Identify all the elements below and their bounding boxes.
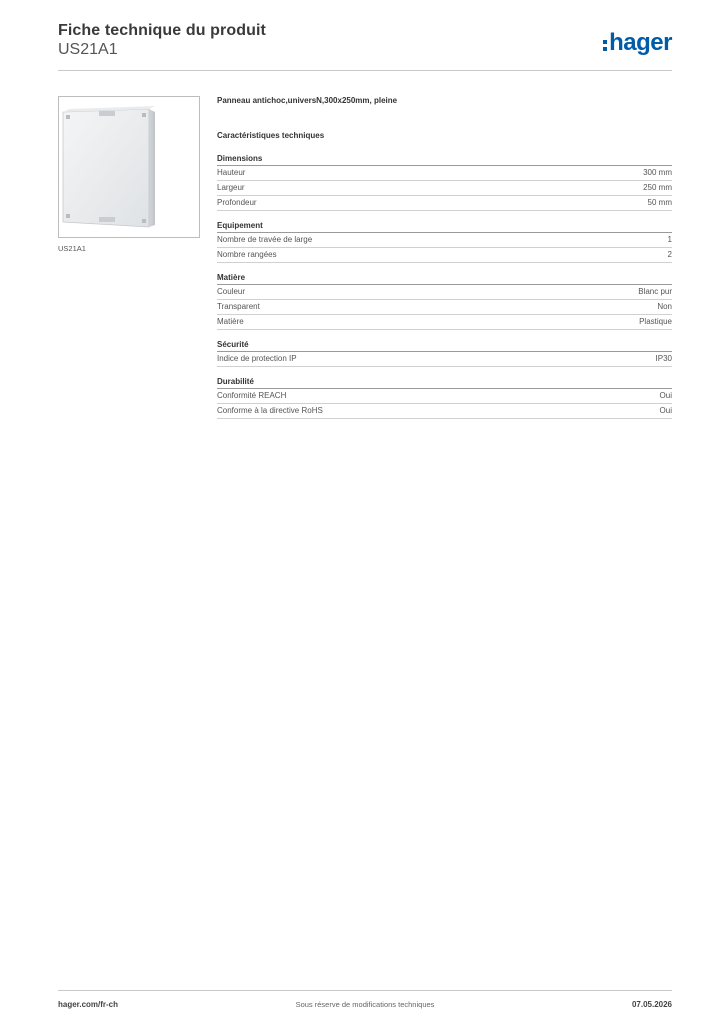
- page-title: Fiche technique du produit: [58, 22, 266, 39]
- product-code: US21A1: [58, 41, 118, 58]
- section-title: Dimensions: [217, 154, 672, 166]
- section-securite: [217, 340, 672, 367]
- spec-row: [217, 389, 672, 404]
- logo-text: hager: [609, 29, 672, 56]
- section-title: Durabilité: [217, 377, 672, 389]
- spec-row: [217, 166, 672, 181]
- section-title: Equipement: [217, 221, 672, 233]
- spec-label: Couleur: [217, 287, 246, 296]
- spec-content: [217, 95, 672, 419]
- spec-row: [217, 315, 672, 330]
- spec-label: Conforme à la directive RoHS: [217, 406, 323, 415]
- spec-value: Oui: [659, 406, 672, 415]
- section-title: Matière: [217, 273, 672, 285]
- spec-row: [217, 233, 672, 248]
- spec-value: Non: [657, 302, 672, 311]
- spec-label: Indice de protection IP: [217, 354, 297, 363]
- spec-label: Hauteur: [217, 168, 246, 177]
- spec-value: IP30: [655, 354, 672, 363]
- spec-value: Oui: [659, 391, 672, 400]
- spec-label: Nombre de travée de large: [217, 235, 313, 244]
- panel-illustration: [59, 97, 199, 237]
- footer-disclaimer: Sous réserve de modifications techniques: [295, 1000, 435, 1009]
- spec-row: [217, 285, 672, 300]
- section-equipement: [217, 221, 672, 263]
- hager-logo: [603, 30, 672, 56]
- spec-value: 2: [667, 250, 672, 259]
- section-durabilite: [217, 377, 672, 419]
- section-matiere: [217, 273, 672, 330]
- section-title: Sécurité: [217, 340, 672, 352]
- spec-row: [217, 248, 672, 263]
- spec-value: 250 mm: [643, 183, 672, 192]
- spec-value: 1: [667, 235, 672, 244]
- spec-row: [217, 300, 672, 315]
- footer-website-link[interactable]: hager.com/fr-ch: [58, 1000, 119, 1009]
- spec-value: Plastique: [639, 317, 672, 326]
- product-image: [58, 96, 200, 238]
- spec-value: 300 mm: [643, 168, 672, 177]
- footer-date: 07.05.2026: [631, 1000, 672, 1009]
- spec-row: [217, 404, 672, 419]
- spec-value: Blanc pur: [638, 287, 672, 296]
- spec-row: [217, 196, 672, 211]
- spec-value: 50 mm: [647, 198, 672, 207]
- spec-label: Profondeur: [217, 198, 257, 207]
- spec-row: [217, 181, 672, 196]
- page-footer: [58, 990, 672, 1009]
- spec-label: Largeur: [217, 183, 245, 192]
- spec-label: Conformité REACH: [217, 391, 287, 400]
- spec-label: Nombre rangées: [217, 250, 277, 259]
- tech-specs-heading: Caractéristiques techniques: [217, 131, 325, 140]
- image-caption: US21A1: [58, 244, 86, 253]
- spec-row: [217, 352, 672, 367]
- page-header: [58, 22, 672, 71]
- logo-colon-icon: [603, 40, 607, 51]
- spec-label: Matière: [217, 317, 244, 326]
- product-description: Panneau antichoc,universN,300x250mm, pleine: [217, 96, 398, 105]
- spec-label: Transparent: [217, 302, 260, 311]
- section-dimensions: [217, 154, 672, 211]
